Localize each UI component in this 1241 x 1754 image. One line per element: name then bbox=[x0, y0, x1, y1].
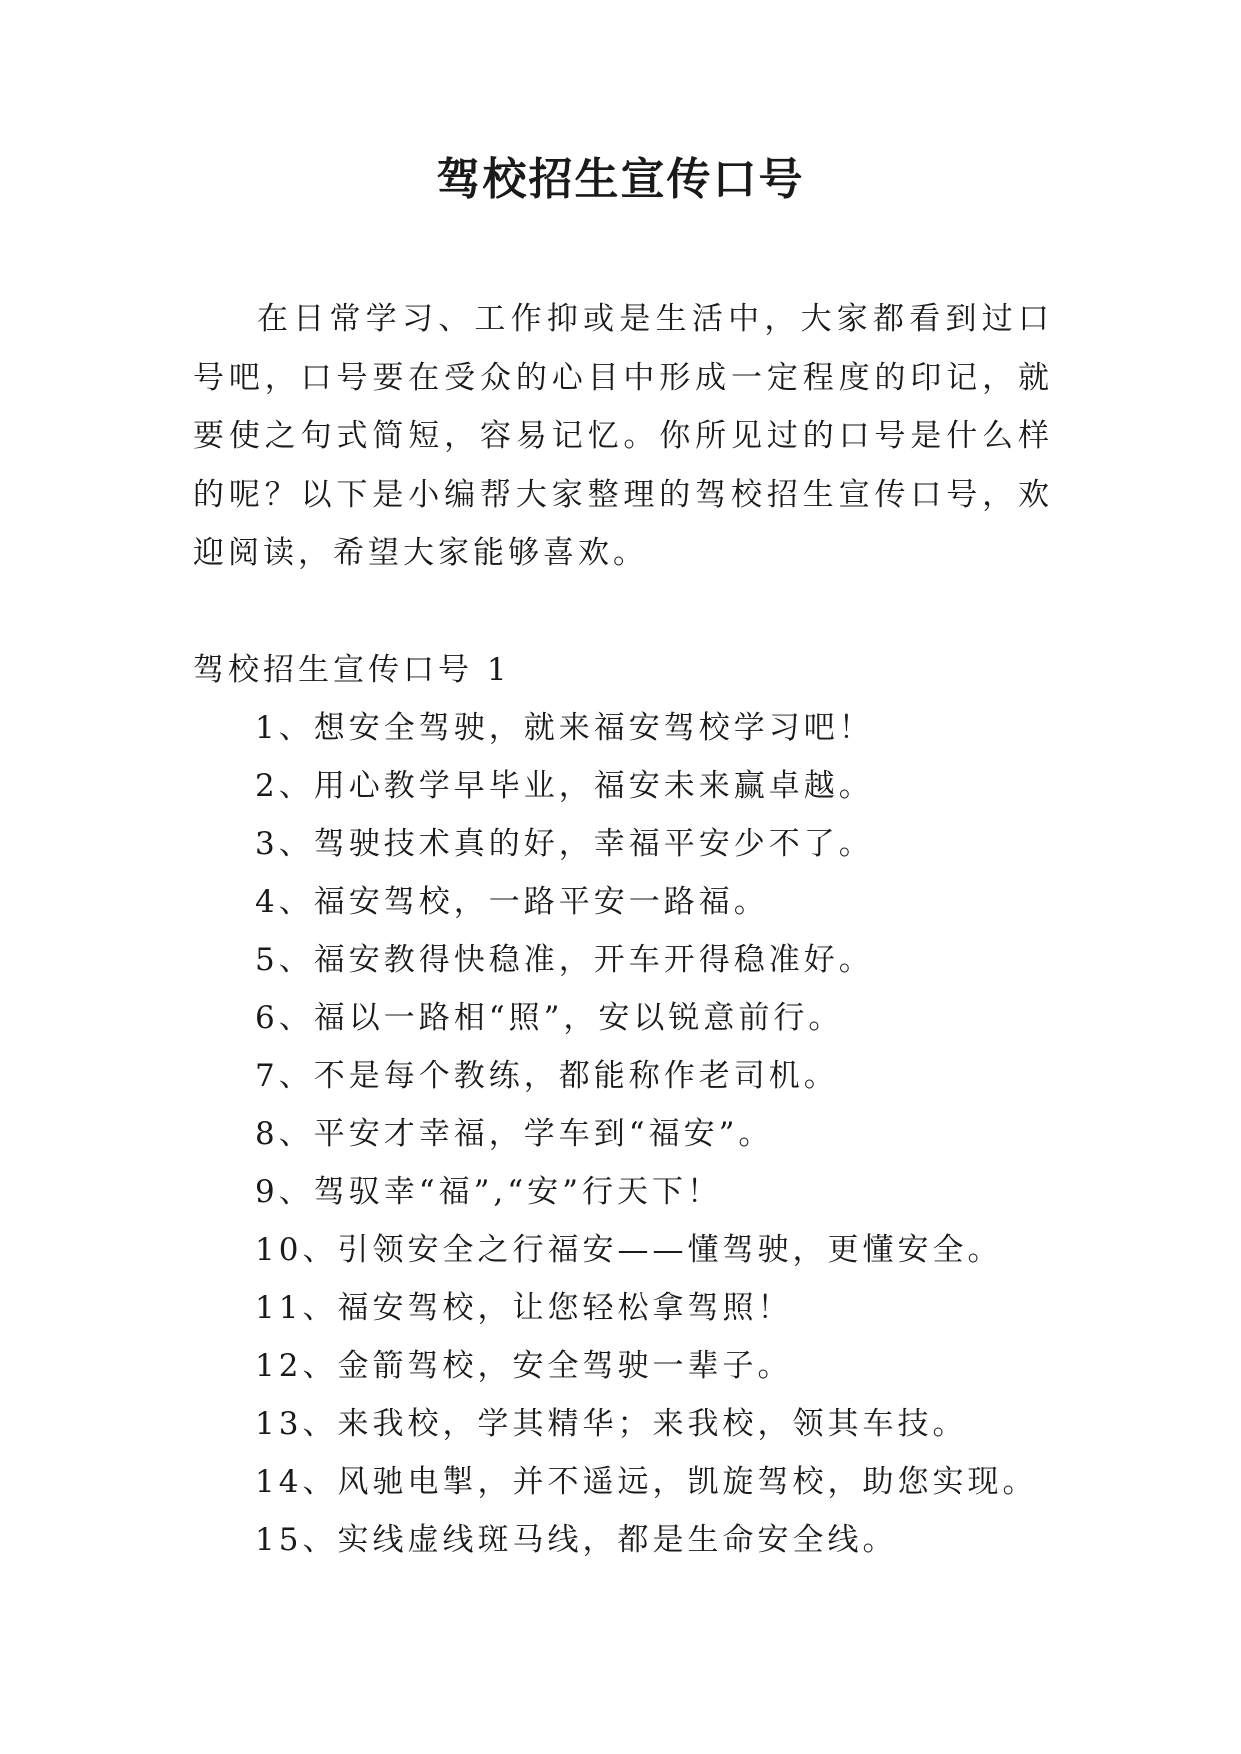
list-item: 11、福安驾校，让您轻松拿驾照！ bbox=[255, 1290, 793, 1326]
document-title: 驾校招生宣传口号 bbox=[436, 154, 805, 205]
slogan-list bbox=[255, 699, 1037, 1569]
list-item: 3、驾驶技术真的好，幸福平安少不了。 bbox=[255, 826, 874, 862]
list-item: 5、福安教得快稳准，开车开得稳准好。 bbox=[255, 942, 874, 978]
list-item: 6、福以一路相“照”，安以锐意前行。 bbox=[255, 1000, 844, 1036]
intro-paragraph: 在日常学习、工作抑或是生活中，大家都看到过口号吧，口号要在受众的心目中形成一定程度的印记，就要使之句式简短，容易记忆。你所见过的口号是什么样的呢？以下是小编帮大家整理的驾校招生宣传口号，欢迎阅读，希望大家能够喜欢。 bbox=[193, 301, 1053, 571]
list-item: 8、平安才幸福，学车到“福安”。 bbox=[255, 1116, 774, 1152]
list-item: 1、想安全驾驶，就来福安驾校学习吧！ bbox=[255, 710, 874, 746]
list-item: 9、驾驭幸“福”,“安”行天下！ bbox=[255, 1174, 722, 1210]
list-item: 2、用心教学早毕业，福安未来赢卓越。 bbox=[255, 768, 874, 804]
section-heading: 驾校招生宣传口号 1 bbox=[193, 652, 511, 688]
list-item: 4、福安驾校，一路平安一路福。 bbox=[255, 884, 769, 920]
list-item: 13、来我校，学其精华；来我校，领其车技。 bbox=[255, 1406, 968, 1442]
list-item: 15、实线虚线斑马线，都是生命安全线。 bbox=[255, 1522, 898, 1558]
list-item: 12、金箭驾校，安全驾驶一辈子。 bbox=[255, 1348, 793, 1384]
list-item: 10、引领安全之行福安——懂驾驶，更懂安全。 bbox=[255, 1232, 1003, 1268]
list-item: 7、不是每个教练，都能称作老司机。 bbox=[255, 1058, 839, 1094]
list-item: 14、风驰电掣，并不遥远，凯旋驾校，助您实现。 bbox=[255, 1464, 1038, 1500]
